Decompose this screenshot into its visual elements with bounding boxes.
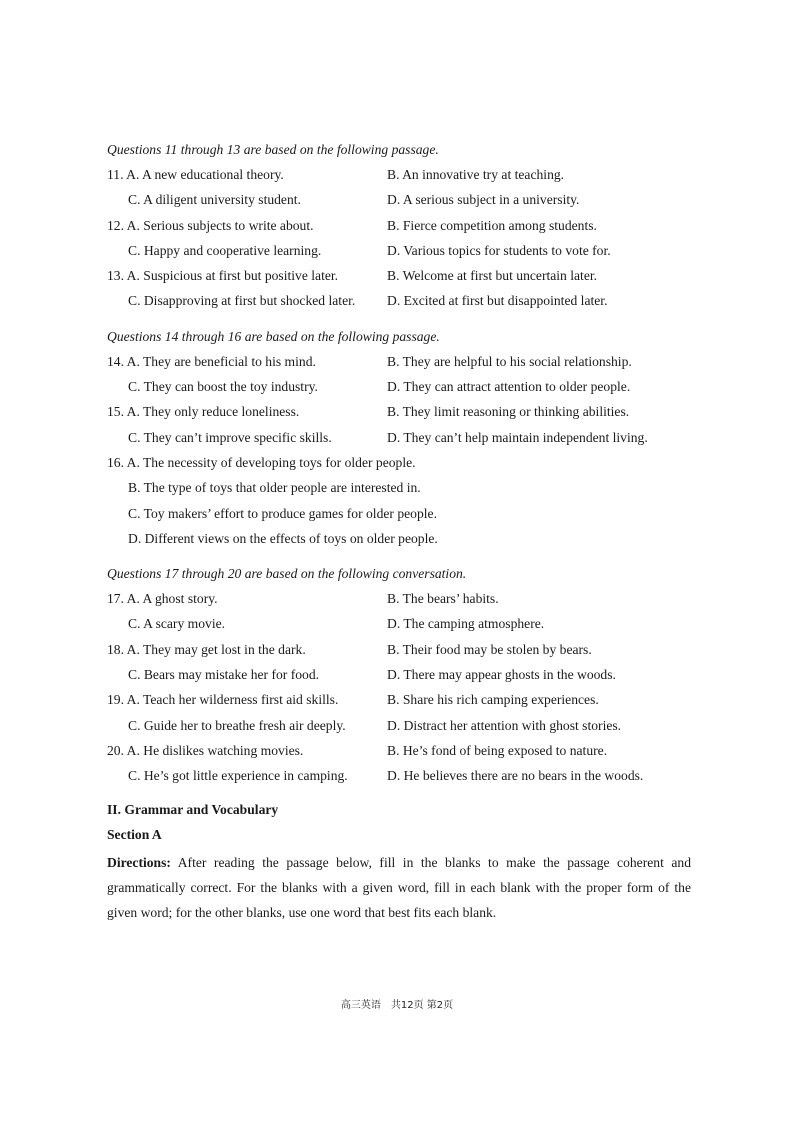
option-a: 18. A. They may get lost in the dark. (107, 641, 306, 657)
option-d: D. He believes there are no bears in the woods. (387, 768, 644, 784)
question-group-11-13 (107, 139, 691, 316)
option-a: 15. A. They only reduce loneliness. (107, 404, 300, 420)
option-b: B. Their food may be stolen by bears. (387, 641, 592, 657)
option-c: C. Guide her to breathe fresh air deeply. (128, 717, 346, 733)
option-row (107, 740, 691, 765)
option-a: 12. A. Serious subjects to write about. (107, 217, 314, 233)
option-d: D. A serious subject in a university. (387, 192, 580, 208)
directions-label: Directions: (107, 854, 171, 870)
option-a: 13. A. Suspicious at first but positive later. (107, 268, 339, 284)
option-b: B. He’s fond of being exposed to nature. (387, 742, 608, 758)
option-row (107, 351, 691, 376)
page-content (107, 139, 691, 925)
option-row (107, 427, 691, 452)
option-b: B. They limit reasoning or thinking abilities. (387, 404, 630, 420)
option-a: 17. A. A ghost story. (107, 591, 218, 607)
option-c: C. A diligent university student. (128, 192, 301, 208)
directions-paragraph (107, 850, 691, 926)
group-intro: Questions 14 through 16 are based on the following passage. (107, 328, 440, 344)
option-c: C. A scary movie. (128, 616, 226, 632)
option-d: D. They can attract attention to older people. (387, 379, 631, 395)
option-b: B. Share his rich camping experiences. (387, 692, 599, 708)
option-row (107, 689, 691, 714)
group-intro: Questions 11 through 13 are based on the following passage. (107, 142, 439, 157)
option-d: D. Various topics for students to vote for. (387, 242, 611, 258)
group-intro: Questions 17 through 20 are based on the following conversation. (107, 566, 467, 582)
option-row (107, 613, 691, 638)
option-row (107, 765, 691, 790)
option-c: C. He’s got little experience in camping. (128, 768, 348, 784)
option-row (107, 189, 691, 214)
option-a: 19. A. Teach her wilderness first aid skills. (107, 692, 339, 708)
option-row (107, 588, 691, 613)
option-row (107, 265, 691, 290)
directions-text: After reading the passage below, fill in the blanks to make the passage coherent and grammatically correct. For the blanks with a given word, fill in each blank with the proper form of the given word; for the other blanks, use one word that best fits each blank. (107, 854, 691, 921)
option-d: D. There may appear ghosts in the woods. (387, 667, 616, 683)
option-row (107, 376, 691, 401)
option-b: B. The bears’ habits. (387, 591, 499, 607)
option-row (107, 240, 691, 265)
option-line: B. The type of toys that older people are interested in. (128, 480, 421, 496)
page-footer: 高三英语 共12页 第2页 (340, 1000, 454, 1011)
option-row (107, 639, 691, 664)
option-row (107, 401, 691, 426)
option-row (107, 664, 691, 689)
option-c: C. Bears may mistake her for food. (128, 667, 320, 683)
option-a: 11. A. A new educational theory. (107, 167, 284, 182)
option-a: 20. A. He dislikes watching movies. (107, 742, 304, 758)
option-b: B. Welcome at first but uncertain later. (387, 268, 598, 284)
option-row (107, 290, 691, 315)
option-a: 14. A. They are beneficial to his mind. (107, 353, 316, 369)
option-d: D. The camping atmosphere. (387, 616, 545, 632)
option-c: C. Happy and cooperative learning. (128, 242, 322, 258)
option-d: D. They can’t help maintain independent living. (387, 429, 648, 445)
option-row (107, 215, 691, 240)
option-line: C. Toy makers’ effort to produce games for older people. (128, 505, 437, 521)
section-subheading: Section A (107, 827, 162, 843)
option-row (107, 715, 691, 740)
option-row (107, 164, 691, 189)
option-b: B. An innovative try at teaching. (387, 167, 565, 182)
question-group-14-16 (107, 326, 691, 553)
option-line: D. Different views on the effects of toys on older people. (128, 530, 438, 546)
option-b: B. Fierce competition among students. (387, 217, 597, 233)
section-heading: II. Grammar and Vocabulary (107, 801, 279, 817)
option-c: C. Disapproving at first but shocked later. (128, 293, 356, 309)
option-c: C. They can boost the toy industry. (128, 379, 318, 395)
option-d: D. Excited at first but disappointed later. (387, 293, 608, 309)
question-group-17-20 (107, 563, 691, 790)
option-b: B. They are helpful to his social relationship. (387, 353, 632, 369)
option-c: C. They can’t improve specific skills. (128, 429, 332, 445)
option-d: D. Distract her attention with ghost stories. (387, 717, 622, 733)
option-line: 16. A. The necessity of developing toys for older people. (107, 454, 416, 470)
